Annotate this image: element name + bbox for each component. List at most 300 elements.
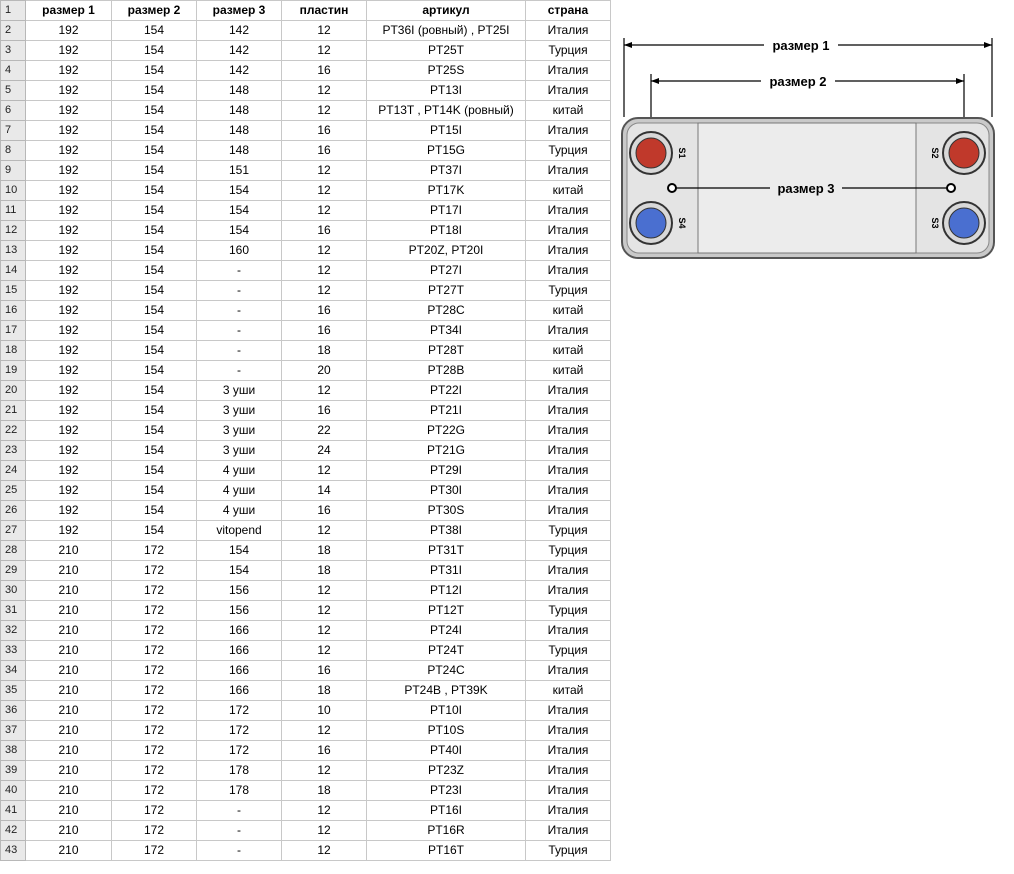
row-number[interactable]: 8	[1, 141, 26, 161]
cell-size3[interactable]: 172	[197, 701, 282, 721]
cell-article[interactable]: PT17K	[367, 181, 526, 201]
cell-plates[interactable]: 16	[282, 61, 367, 81]
cell-size3[interactable]: -	[197, 841, 282, 861]
cell-plates[interactable]: 16	[282, 221, 367, 241]
cell-size3[interactable]: 166	[197, 661, 282, 681]
cell-size3[interactable]: 178	[197, 781, 282, 801]
cell-country[interactable]: Италия	[526, 201, 611, 221]
cell-size1[interactable]: 210	[26, 721, 112, 741]
cell-size3[interactable]: -	[197, 321, 282, 341]
cell-size1[interactable]: 192	[26, 181, 112, 201]
cell-size3[interactable]: 142	[197, 21, 282, 41]
row-number[interactable]: 21	[1, 401, 26, 421]
cell-size1[interactable]: 192	[26, 381, 112, 401]
cell-size3[interactable]: 3 уши	[197, 421, 282, 441]
cell-size3[interactable]: -	[197, 261, 282, 281]
cell-size1[interactable]: 192	[26, 501, 112, 521]
cell-size1[interactable]: 210	[26, 841, 112, 861]
cell-article[interactable]: PT13I	[367, 81, 526, 101]
row-number[interactable]: 26	[1, 501, 26, 521]
cell-size1[interactable]: 192	[26, 421, 112, 441]
cell-plates[interactable]: 12	[282, 161, 367, 181]
row-number[interactable]: 20	[1, 381, 26, 401]
row-number[interactable]: 37	[1, 721, 26, 741]
cell-size3[interactable]: 154	[197, 201, 282, 221]
cell-size3[interactable]: 3 уши	[197, 441, 282, 461]
cell-size1[interactable]: 210	[26, 701, 112, 721]
cell-article[interactable]: PT28B	[367, 361, 526, 381]
cell-article[interactable]: PT22G	[367, 421, 526, 441]
cell-plates[interactable]: 16	[282, 401, 367, 421]
cell-article[interactable]: PT22I	[367, 381, 526, 401]
cell-country[interactable]: Турция	[526, 601, 611, 621]
row-number[interactable]: 1	[1, 1, 26, 21]
cell-size1[interactable]: 210	[26, 641, 112, 661]
cell-size2[interactable]: 172	[112, 721, 197, 741]
cell-size3[interactable]: 148	[197, 121, 282, 141]
cell-size3[interactable]: 148	[197, 81, 282, 101]
cell-size2[interactable]: 154	[112, 61, 197, 81]
row-number[interactable]: 43	[1, 841, 26, 861]
cell-size3[interactable]: -	[197, 281, 282, 301]
cell-size1[interactable]: 192	[26, 41, 112, 61]
cell-plates[interactable]: 12	[282, 241, 367, 261]
cell-size2[interactable]: 172	[112, 741, 197, 761]
cell-size2[interactable]: 154	[112, 121, 197, 141]
cell-country[interactable]: Италия	[526, 421, 611, 441]
cell-article[interactable]: PT16I	[367, 801, 526, 821]
row-number[interactable]: 19	[1, 361, 26, 381]
cell-plates[interactable]: 16	[282, 661, 367, 681]
cell-size2[interactable]: 154	[112, 21, 197, 41]
cell-size3[interactable]: 3 уши	[197, 401, 282, 421]
header-size2[interactable]: размер 2	[112, 1, 197, 21]
cell-size2[interactable]: 172	[112, 781, 197, 801]
cell-size3[interactable]: 160	[197, 241, 282, 261]
cell-article[interactable]: PT15I	[367, 121, 526, 141]
cell-article[interactable]: PT20Z, PT20I	[367, 241, 526, 261]
cell-plates[interactable]: 16	[282, 121, 367, 141]
cell-size3[interactable]: 154	[197, 181, 282, 201]
cell-plates[interactable]: 12	[282, 761, 367, 781]
cell-country[interactable]: Италия	[526, 461, 611, 481]
cell-size2[interactable]: 154	[112, 261, 197, 281]
cell-size3[interactable]: 166	[197, 681, 282, 701]
cell-country[interactable]: Турция	[526, 281, 611, 301]
cell-size2[interactable]: 172	[112, 681, 197, 701]
cell-size2[interactable]: 172	[112, 841, 197, 861]
row-number[interactable]: 29	[1, 561, 26, 581]
cell-size2[interactable]: 172	[112, 621, 197, 641]
cell-country[interactable]: Италия	[526, 701, 611, 721]
cell-size3[interactable]: 154	[197, 541, 282, 561]
cell-country[interactable]: Италия	[526, 741, 611, 761]
row-number[interactable]: 22	[1, 421, 26, 441]
cell-plates[interactable]: 12	[282, 201, 367, 221]
row-number[interactable]: 34	[1, 661, 26, 681]
row-number[interactable]: 15	[1, 281, 26, 301]
cell-size2[interactable]: 154	[112, 381, 197, 401]
row-number[interactable]: 11	[1, 201, 26, 221]
cell-size1[interactable]: 210	[26, 541, 112, 561]
cell-country[interactable]: Италия	[526, 241, 611, 261]
cell-size3[interactable]: -	[197, 361, 282, 381]
cell-plates[interactable]: 18	[282, 781, 367, 801]
cell-plates[interactable]: 16	[282, 301, 367, 321]
cell-size3[interactable]: 4 уши	[197, 481, 282, 501]
cell-country[interactable]: Италия	[526, 441, 611, 461]
row-number[interactable]: 31	[1, 601, 26, 621]
cell-plates[interactable]: 16	[282, 141, 367, 161]
row-number[interactable]: 3	[1, 41, 26, 61]
row-number[interactable]: 28	[1, 541, 26, 561]
cell-size1[interactable]: 192	[26, 121, 112, 141]
cell-size1[interactable]: 210	[26, 661, 112, 681]
cell-size2[interactable]: 172	[112, 661, 197, 681]
cell-article[interactable]: PT34I	[367, 321, 526, 341]
cell-plates[interactable]: 12	[282, 281, 367, 301]
cell-country[interactable]: Турция	[526, 641, 611, 661]
row-number[interactable]: 9	[1, 161, 26, 181]
cell-size1[interactable]: 192	[26, 401, 112, 421]
cell-size2[interactable]: 154	[112, 201, 197, 221]
cell-plates[interactable]: 20	[282, 361, 367, 381]
cell-country[interactable]: Турция	[526, 541, 611, 561]
cell-plates[interactable]: 12	[282, 821, 367, 841]
cell-size3[interactable]: 156	[197, 601, 282, 621]
cell-size2[interactable]: 154	[112, 181, 197, 201]
cell-article[interactable]: PT10I	[367, 701, 526, 721]
header-plates[interactable]: пластин	[282, 1, 367, 21]
cell-country[interactable]: Италия	[526, 801, 611, 821]
cell-size1[interactable]: 192	[26, 361, 112, 381]
cell-size1[interactable]: 210	[26, 581, 112, 601]
cell-size2[interactable]: 154	[112, 321, 197, 341]
cell-plates[interactable]: 12	[282, 21, 367, 41]
row-number[interactable]: 4	[1, 61, 26, 81]
row-number[interactable]: 12	[1, 221, 26, 241]
cell-article[interactable]: PT25S	[367, 61, 526, 81]
cell-article[interactable]: PT16T	[367, 841, 526, 861]
cell-size1[interactable]: 192	[26, 461, 112, 481]
cell-size1[interactable]: 192	[26, 341, 112, 361]
row-number[interactable]: 32	[1, 621, 26, 641]
cell-article[interactable]: PT16R	[367, 821, 526, 841]
cell-article[interactable]: PT21G	[367, 441, 526, 461]
cell-size2[interactable]: 154	[112, 501, 197, 521]
cell-article[interactable]: PT29I	[367, 461, 526, 481]
cell-size2[interactable]: 172	[112, 541, 197, 561]
row-number[interactable]: 38	[1, 741, 26, 761]
cell-size1[interactable]: 210	[26, 741, 112, 761]
row-number[interactable]: 27	[1, 521, 26, 541]
row-number[interactable]: 14	[1, 261, 26, 281]
cell-plates[interactable]: 10	[282, 701, 367, 721]
cell-size3[interactable]: 142	[197, 61, 282, 81]
cell-size1[interactable]: 210	[26, 781, 112, 801]
cell-plates[interactable]: 12	[282, 521, 367, 541]
cell-article[interactable]: PT37I	[367, 161, 526, 181]
cell-plates[interactable]: 16	[282, 501, 367, 521]
cell-size1[interactable]: 192	[26, 201, 112, 221]
cell-country[interactable]: китай	[526, 361, 611, 381]
cell-country[interactable]: Италия	[526, 321, 611, 341]
cell-plates[interactable]: 12	[282, 581, 367, 601]
cell-size1[interactable]: 192	[26, 21, 112, 41]
cell-article[interactable]: PT36I (ровный) , PT25I	[367, 21, 526, 41]
cell-size1[interactable]: 210	[26, 761, 112, 781]
row-number[interactable]: 17	[1, 321, 26, 341]
cell-article[interactable]: PT30S	[367, 501, 526, 521]
cell-country[interactable]: Турция	[526, 841, 611, 861]
cell-size3[interactable]: 172	[197, 721, 282, 741]
cell-size3[interactable]: 172	[197, 741, 282, 761]
cell-article[interactable]: PT31T	[367, 541, 526, 561]
cell-country[interactable]: Италия	[526, 121, 611, 141]
cell-size2[interactable]: 154	[112, 421, 197, 441]
cell-article[interactable]: PT10S	[367, 721, 526, 741]
cell-article[interactable]: PT24T	[367, 641, 526, 661]
cell-country[interactable]: Турция	[526, 41, 611, 61]
cell-size3[interactable]: 4 уши	[197, 501, 282, 521]
cell-plates[interactable]: 12	[282, 41, 367, 61]
row-number[interactable]: 40	[1, 781, 26, 801]
cell-plates[interactable]: 18	[282, 681, 367, 701]
cell-country[interactable]: Италия	[526, 721, 611, 741]
cell-country[interactable]: Италия	[526, 21, 611, 41]
cell-country[interactable]: китай	[526, 181, 611, 201]
cell-size2[interactable]: 172	[112, 581, 197, 601]
cell-size1[interactable]: 192	[26, 521, 112, 541]
cell-size3[interactable]: 178	[197, 761, 282, 781]
row-number[interactable]: 41	[1, 801, 26, 821]
row-number[interactable]: 23	[1, 441, 26, 461]
cell-size3[interactable]: 166	[197, 641, 282, 661]
row-number[interactable]: 33	[1, 641, 26, 661]
cell-size2[interactable]: 154	[112, 281, 197, 301]
cell-plates[interactable]: 18	[282, 561, 367, 581]
row-number[interactable]: 42	[1, 821, 26, 841]
cell-article[interactable]: PT24B , PT39K	[367, 681, 526, 701]
row-number[interactable]: 2	[1, 21, 26, 41]
cell-plates[interactable]: 12	[282, 841, 367, 861]
cell-article[interactable]: PT18I	[367, 221, 526, 241]
row-number[interactable]: 7	[1, 121, 26, 141]
cell-size2[interactable]: 154	[112, 41, 197, 61]
cell-article[interactable]: PT24C	[367, 661, 526, 681]
cell-plates[interactable]: 16	[282, 741, 367, 761]
cell-article[interactable]: PT28C	[367, 301, 526, 321]
cell-plates[interactable]: 18	[282, 541, 367, 561]
cell-size3[interactable]: -	[197, 341, 282, 361]
cell-size2[interactable]: 154	[112, 361, 197, 381]
cell-article[interactable]: PT21I	[367, 401, 526, 421]
cell-article[interactable]: PT12I	[367, 581, 526, 601]
cell-country[interactable]: Италия	[526, 81, 611, 101]
cell-size2[interactable]: 154	[112, 161, 197, 181]
cell-country[interactable]: китай	[526, 681, 611, 701]
cell-article[interactable]: PT15G	[367, 141, 526, 161]
cell-size3[interactable]: 148	[197, 141, 282, 161]
cell-article[interactable]: PT40I	[367, 741, 526, 761]
cell-size1[interactable]: 192	[26, 261, 112, 281]
cell-size1[interactable]: 210	[26, 801, 112, 821]
cell-size1[interactable]: 210	[26, 821, 112, 841]
cell-size3[interactable]: -	[197, 801, 282, 821]
cell-plates[interactable]: 12	[282, 261, 367, 281]
row-number[interactable]: 5	[1, 81, 26, 101]
row-number[interactable]: 6	[1, 101, 26, 121]
cell-size2[interactable]: 154	[112, 341, 197, 361]
cell-size2[interactable]: 154	[112, 401, 197, 421]
cell-size2[interactable]: 172	[112, 801, 197, 821]
row-number[interactable]: 16	[1, 301, 26, 321]
row-number[interactable]: 10	[1, 181, 26, 201]
cell-article[interactable]: PT27I	[367, 261, 526, 281]
cell-article[interactable]: PT23Z	[367, 761, 526, 781]
cell-size3[interactable]: 3 уши	[197, 381, 282, 401]
cell-size2[interactable]: 154	[112, 301, 197, 321]
cell-plates[interactable]: 12	[282, 641, 367, 661]
cell-article[interactable]: PT27T	[367, 281, 526, 301]
cell-plates[interactable]: 24	[282, 441, 367, 461]
cell-country[interactable]: Италия	[526, 401, 611, 421]
cell-size2[interactable]: 154	[112, 461, 197, 481]
cell-size1[interactable]: 192	[26, 441, 112, 461]
cell-size2[interactable]: 154	[112, 521, 197, 541]
cell-country[interactable]: китай	[526, 101, 611, 121]
cell-size2[interactable]: 172	[112, 641, 197, 661]
cell-country[interactable]: Италия	[526, 61, 611, 81]
cell-size2[interactable]: 154	[112, 101, 197, 121]
row-number[interactable]: 35	[1, 681, 26, 701]
cell-size1[interactable]: 210	[26, 561, 112, 581]
cell-plates[interactable]: 12	[282, 461, 367, 481]
cell-size2[interactable]: 154	[112, 141, 197, 161]
cell-size3[interactable]: 154	[197, 561, 282, 581]
cell-country[interactable]: Турция	[526, 141, 611, 161]
cell-country[interactable]: Италия	[526, 821, 611, 841]
cell-country[interactable]: Италия	[526, 561, 611, 581]
cell-size3[interactable]: 151	[197, 161, 282, 181]
cell-size3[interactable]: 4 уши	[197, 461, 282, 481]
cell-plates[interactable]: 12	[282, 181, 367, 201]
cell-size1[interactable]: 192	[26, 241, 112, 261]
cell-size2[interactable]: 154	[112, 221, 197, 241]
header-size3[interactable]: размер 3	[197, 1, 282, 21]
cell-size3[interactable]: -	[197, 301, 282, 321]
cell-size3[interactable]: 166	[197, 621, 282, 641]
row-number[interactable]: 13	[1, 241, 26, 261]
cell-plates[interactable]: 12	[282, 101, 367, 121]
cell-size1[interactable]: 210	[26, 601, 112, 621]
cell-plates[interactable]: 12	[282, 721, 367, 741]
cell-size3[interactable]: 154	[197, 221, 282, 241]
cell-plates[interactable]: 12	[282, 81, 367, 101]
cell-size2[interactable]: 172	[112, 561, 197, 581]
cell-size1[interactable]: 192	[26, 481, 112, 501]
cell-country[interactable]: Италия	[526, 661, 611, 681]
cell-size1[interactable]: 192	[26, 81, 112, 101]
cell-country[interactable]: Италия	[526, 621, 611, 641]
cell-country[interactable]: Италия	[526, 581, 611, 601]
cell-country[interactable]: Италия	[526, 381, 611, 401]
cell-size3[interactable]: 148	[197, 101, 282, 121]
header-size1[interactable]: размер 1	[26, 1, 112, 21]
cell-size2[interactable]: 154	[112, 481, 197, 501]
cell-article[interactable]: PT12T	[367, 601, 526, 621]
cell-country[interactable]: китай	[526, 341, 611, 361]
cell-size2[interactable]: 172	[112, 761, 197, 781]
row-number[interactable]: 18	[1, 341, 26, 361]
cell-size2[interactable]: 154	[112, 441, 197, 461]
cell-size1[interactable]: 210	[26, 621, 112, 641]
cell-article[interactable]: PT25T	[367, 41, 526, 61]
cell-size1[interactable]: 192	[26, 161, 112, 181]
cell-plates[interactable]: 12	[282, 801, 367, 821]
header-country[interactable]: страна	[526, 1, 611, 21]
cell-article[interactable]: PT23I	[367, 781, 526, 801]
cell-country[interactable]: Турция	[526, 521, 611, 541]
cell-size1[interactable]: 192	[26, 301, 112, 321]
cell-plates[interactable]: 18	[282, 341, 367, 361]
cell-article[interactable]: PT30I	[367, 481, 526, 501]
cell-size2[interactable]: 172	[112, 601, 197, 621]
row-number[interactable]: 39	[1, 761, 26, 781]
header-article[interactable]: артикул	[367, 1, 526, 21]
cell-country[interactable]: Италия	[526, 221, 611, 241]
cell-country[interactable]: Италия	[526, 781, 611, 801]
cell-article[interactable]: PT31I	[367, 561, 526, 581]
cell-size2[interactable]: 172	[112, 821, 197, 841]
row-number[interactable]: 36	[1, 701, 26, 721]
cell-size1[interactable]: 192	[26, 61, 112, 81]
cell-size1[interactable]: 192	[26, 281, 112, 301]
cell-plates[interactable]: 14	[282, 481, 367, 501]
cell-size3[interactable]: 156	[197, 581, 282, 601]
cell-size1[interactable]: 210	[26, 681, 112, 701]
cell-size1[interactable]: 192	[26, 141, 112, 161]
cell-plates[interactable]: 12	[282, 381, 367, 401]
cell-size3[interactable]: 142	[197, 41, 282, 61]
cell-country[interactable]: Италия	[526, 261, 611, 281]
cell-size1[interactable]: 192	[26, 101, 112, 121]
cell-article[interactable]: PT38I	[367, 521, 526, 541]
cell-size2[interactable]: 154	[112, 241, 197, 261]
cell-plates[interactable]: 12	[282, 601, 367, 621]
cell-country[interactable]: китай	[526, 301, 611, 321]
cell-plates[interactable]: 12	[282, 621, 367, 641]
row-number[interactable]: 25	[1, 481, 26, 501]
cell-country[interactable]: Италия	[526, 481, 611, 501]
cell-size3[interactable]: vitopend	[197, 521, 282, 541]
cell-article[interactable]: PT28T	[367, 341, 526, 361]
cell-country[interactable]: Италия	[526, 161, 611, 181]
cell-size2[interactable]: 172	[112, 701, 197, 721]
cell-size1[interactable]: 192	[26, 321, 112, 341]
cell-country[interactable]: Италия	[526, 761, 611, 781]
cell-plates[interactable]: 16	[282, 321, 367, 341]
row-number[interactable]: 24	[1, 461, 26, 481]
cell-article[interactable]: PT24I	[367, 621, 526, 641]
cell-size1[interactable]: 192	[26, 221, 112, 241]
row-number[interactable]: 30	[1, 581, 26, 601]
cell-article[interactable]: PT17I	[367, 201, 526, 221]
cell-size2[interactable]: 154	[112, 81, 197, 101]
cell-plates[interactable]: 22	[282, 421, 367, 441]
cell-country[interactable]: Италия	[526, 501, 611, 521]
cell-article[interactable]: PT13T , PT14K (ровный)	[367, 101, 526, 121]
